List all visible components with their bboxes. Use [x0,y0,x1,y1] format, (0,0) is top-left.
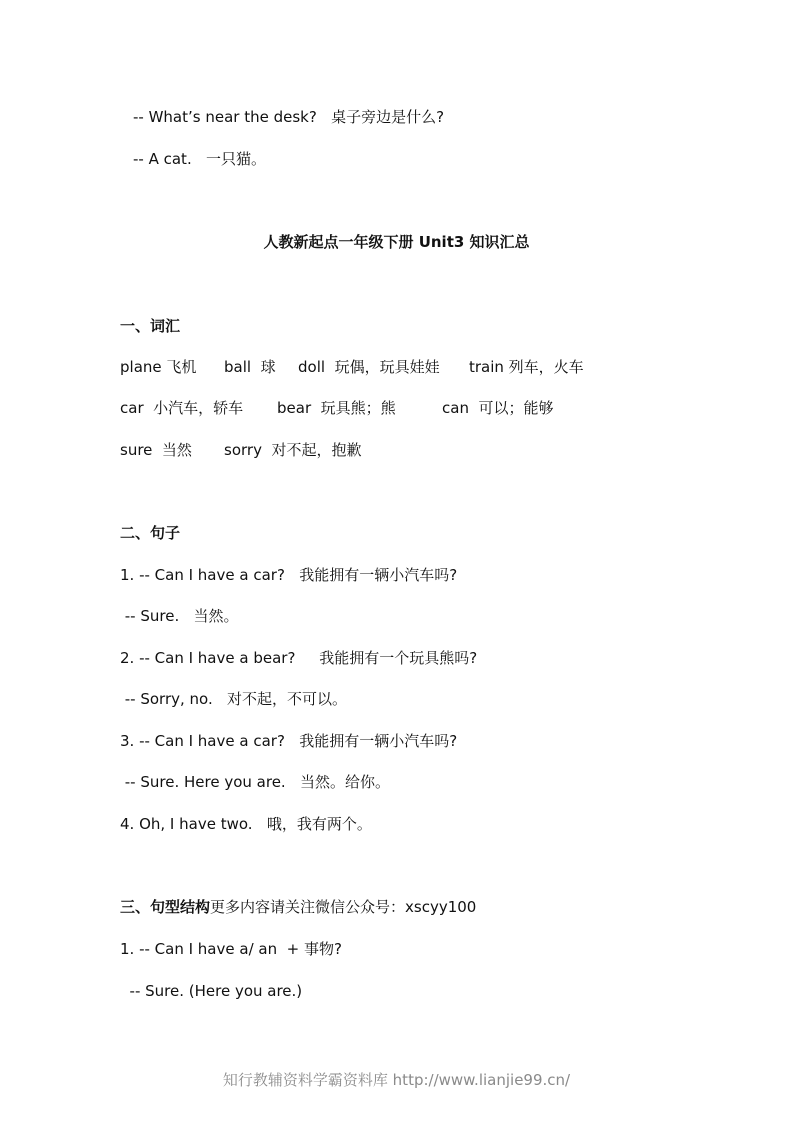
sentence-line: -- Sure. Here you are. 当然。给你。 [120,773,390,791]
dialogue-question: -- What’s near the desk? 桌子旁边是什么? [133,108,445,126]
structures-heading-text: 三、句型结构 [120,898,211,916]
vocab-item: sorry 对不起，抱歉 [224,441,362,459]
sentence-line: 3. -- Can I have a car? 我能拥有一辆小汽车吗? [120,732,458,750]
promo-text: 更多内容请关注微信公众号：xscyy100 [210,898,477,916]
structure-line: -- Sure. (Here you are.) [120,982,303,1000]
sentence-line: 2. -- Can I have a bear? 我能拥有一个玩具熊吗? [120,649,478,667]
vocab-item: can 可以；能够 [442,399,554,417]
vocab-item: ball 球 [224,358,276,376]
section-heading-structures [120,897,476,917]
sentence-line: -- Sure. 当然。 [120,607,239,625]
vocab-item: sure 当然 [120,441,192,459]
vocab-item: plane 飞机 [120,358,197,376]
dialogue-answer: -- A cat. 一只猫。 [133,150,267,168]
section-heading-vocabulary: 一、词汇 [120,317,181,335]
sentence-line: 1. -- Can I have a car? 我能拥有一辆小汽车吗? [120,566,458,584]
sentence-line: 4. Oh, I have two. 哦，我有两个。 [120,815,372,833]
sentence-line: -- Sorry, no. 对不起，不可以。 [120,690,348,708]
vocab-item: train 列车，火车 [469,358,584,376]
vocab-item: bear 玩具熊；熊 [277,399,396,417]
section-heading-sentences: 二、句子 [120,524,181,542]
structure-line: 1. -- Can I have a/ an + 事物? [120,940,342,958]
vocab-item: car 小汽车，轿车 [120,399,244,417]
page-footer: 知行教辅资料学霸资料库 http://www.lianjie99.cn/ [222,1071,571,1089]
page-title: 人教新起点一年级下册 Unit3 知识汇总 [263,233,530,251]
vocab-item: doll 玩偶，玩具娃娃 [298,358,440,376]
